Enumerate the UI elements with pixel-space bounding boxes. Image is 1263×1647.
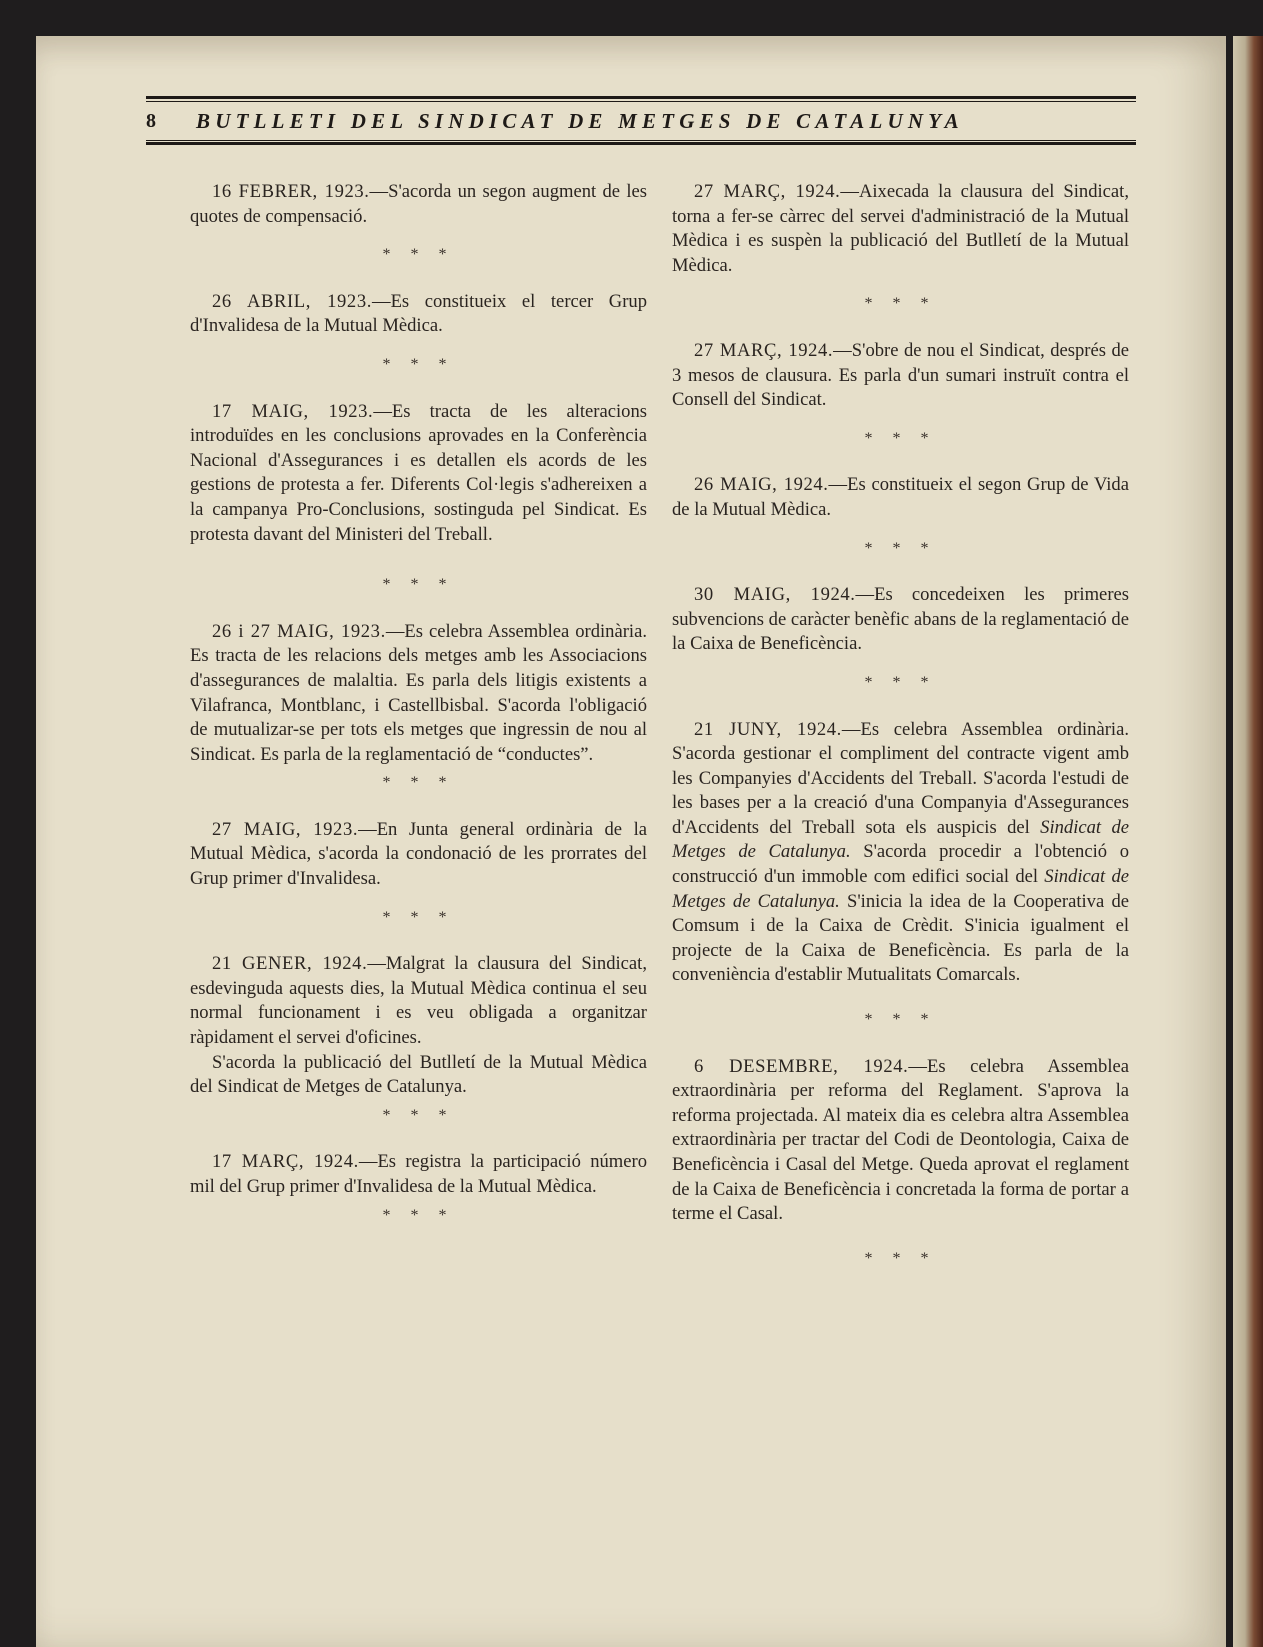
chronicle-entry xyxy=(672,1055,1129,1227)
entry-text: —Es celebra Assemblea ordinària. Es tracta de les relacions dels metges amb les Associacions d'assegurances de malaltia. Es parla dels litigis existents a Vilafranca, Montblanc, i Castellbisbal. S'acorda l'obligació de mutualizar-se per tots els metges que ingressin de nou al Sindicat. Es parla de la reglamentació de “conductes”. xyxy=(190,620,647,765)
book-spine xyxy=(1233,36,1263,1647)
section-separator: * * * xyxy=(864,1011,937,1029)
entry-text: —S'acorda un segon augment de les quotes de compensació. xyxy=(190,181,647,227)
section-separator: * * * xyxy=(382,246,455,264)
section-separator: * * * xyxy=(382,908,455,926)
section-separator: * * * xyxy=(864,539,937,557)
section-separator: * * * xyxy=(864,673,937,691)
header-rule-bottom-thin xyxy=(146,140,1136,141)
entry-date: 27 MARÇ, 1924. xyxy=(694,339,834,361)
entry-text: S'inicia la idea de la Cooperativa de Comsum i de la Caixa de Crèdit. S'inicia igualment el projecte de la Caixa de Beneficència. Es parla de la conveniència d'establir Mutualitats Comarcals. xyxy=(672,890,1129,986)
entry-date: 17 MAIG, 1923. xyxy=(212,400,374,422)
entry-date: 17 MARÇ, 1924. xyxy=(212,1151,359,1173)
chronicle-entry xyxy=(190,290,647,339)
chronicle-entry xyxy=(672,718,1129,989)
chronicle-entry xyxy=(190,400,647,548)
entry-text: —Es registra la participació número mil del Grup primer d'Invalidesa de la Mutual Mèdica. xyxy=(190,1151,647,1197)
entry-text-italic: Sindicat de Metges de Catalunya. xyxy=(672,816,1130,863)
entry-text: —Es concedeixen les primeres subvencions de caràcter benèfic abans de la reglamentació de la Caixa de Beneficència. xyxy=(672,584,1129,655)
chronicle-entry xyxy=(672,473,1129,522)
entry-date: 26 ABRIL, 1923. xyxy=(212,290,372,312)
header-rule-top-thin xyxy=(146,101,1136,102)
section-separator: * * * xyxy=(382,774,455,792)
entry-text-continued: S'acorda la publicació del Butlletí de la Mutual Mèdica del Sindicat de Metges de Catalunya. xyxy=(190,1051,647,1098)
header-rule-top xyxy=(146,96,1136,99)
entry-date: 26 MAIG, 1924. xyxy=(694,474,829,496)
entry-date: 30 MAIG, 1924. xyxy=(694,584,856,606)
chronicle-entry xyxy=(672,180,1129,278)
section-separator: * * * xyxy=(382,355,455,373)
entry-text: S'acorda procedir a l'obtenció o construcció d'un immoble com edifici social del xyxy=(672,841,1129,888)
entry-date: 21 GENER, 1924. xyxy=(212,953,368,975)
chronicle-entry xyxy=(190,180,647,229)
page-number: 8 xyxy=(146,109,156,132)
entry-text-italic: Sindicat de Metges de Catalunya. xyxy=(672,866,1130,912)
entry-text: —Es constitueix el tercer Grup d'Invalidesa de la Mutual Mèdica. xyxy=(190,290,647,337)
section-separator: * * * xyxy=(864,295,937,313)
header-rule-bottom xyxy=(146,142,1136,145)
chronicle-entry xyxy=(190,1150,647,1199)
entry-text: —En Junta general ordinària de la Mutual Mèdica, s'acorda la condonació de les prorrates del Grup primer d'Invalidesa. xyxy=(190,818,648,890)
chronicle-entry xyxy=(190,952,647,1100)
entry-text: —Es celebra Assemblea ordinària. S'acorda gestionar el compliment del contracte vigent amb les Companyies d'Accidents del Treball. S'acorda l'estudi de les bases per a la creació d'una Companyia d'Assegurances d'Accidents del Treball sota els auspicis del xyxy=(672,718,1129,838)
entry-date: 16 FEBRER, 1923. xyxy=(212,181,370,202)
entry-date: 27 MARÇ, 1924. xyxy=(694,181,841,202)
entry-date: 26 i 27 MAIG, 1923. xyxy=(212,620,386,642)
chronicle-entry xyxy=(672,583,1129,657)
entry-text: —Es celebra Assemblea extraordinària per reforma del Reglament. S'aprova la reforma projectada. Al mateix dia es celebra altra Assemblea extraordinària per tractar del Codi de Deontologia, Caixa de Beneficència i Casal del Metge. Queda aprovat el reglament de la Caixa de Beneficència i concretada la forma de portar a terme el Casal. xyxy=(672,1055,1129,1225)
entry-text: —Es tracta de les alteracions introduïdes en les conclusions aprovades en la Conferència Nacional d'Assegurances i es detallen els acords de les gestions de protesta a fer. Diferents Col·legis s'adhereixen a la campanya Pro-Conclusions, sostinguda pel Sindicat. Es protesta davant del Ministeri del Treball. xyxy=(190,400,647,545)
chronicle-entry xyxy=(190,818,647,892)
section-separator: * * * xyxy=(382,576,455,594)
entry-text: —Aixecada la clausura del Sindicat, torna a fer-se càrrec del servei d'administració de la Mutual Mèdica i es suspèn la publicació del Butlletí de la Mutual Mèdica. xyxy=(672,181,1129,276)
chronicle-entry xyxy=(190,620,647,768)
entry-text: —Malgrat la clausura del Sindicat, esdevinguda aquests dies, la Mutual Mèdica continua el seu normal funcionament i es veu obligada a organitzar ràpidament el servei d'oficines. xyxy=(190,953,647,1049)
section-separator: * * * xyxy=(382,1106,455,1124)
entry-text: —Es constitueix el segon Grup de Vida de la Mutual Mèdica. xyxy=(672,474,1129,520)
entry-date: 27 MAIG, 1923. xyxy=(212,818,359,840)
left-column xyxy=(190,180,647,1250)
section-separator: * * * xyxy=(864,1249,937,1267)
section-separator: * * * xyxy=(864,429,937,447)
running-title: BUTLLETI DEL SINDICAT DE METGES DE CATALUNYA xyxy=(196,108,964,133)
entry-date: 21 JUNY, 1924. xyxy=(694,718,842,740)
entry-text: —S'obre de nou el Sindicat, després de 3 mesos de clausura. Es parla d'un sumari instruït contra el Consell del Sindicat. xyxy=(672,339,1129,411)
entry-date: 6 DESEMBRE, 1924. xyxy=(694,1055,909,1077)
right-column xyxy=(672,180,1129,1293)
chronicle-entry xyxy=(672,339,1129,413)
running-header xyxy=(146,72,1136,144)
section-separator: * * * xyxy=(382,1206,455,1224)
